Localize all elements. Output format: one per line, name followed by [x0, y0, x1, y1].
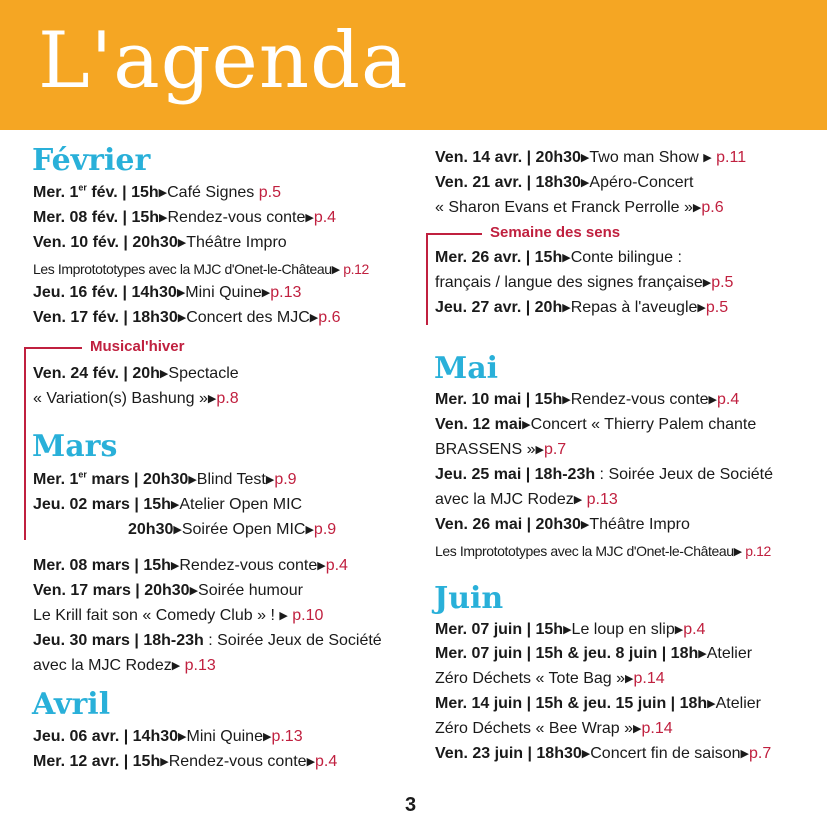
arrow-icon: ▶ [159, 212, 168, 224]
event-title: Rendez-vous conte [167, 209, 306, 226]
event-item [435, 620, 705, 640]
arrow-icon: ▶ [581, 748, 591, 760]
event-date: Mer. 12 avr. | 15h [33, 753, 161, 770]
arrow-icon: ▶ [625, 673, 634, 685]
event-date: mars | 20h30 [86, 471, 189, 488]
arrow-icon: ▶ [305, 524, 314, 536]
page-ref[interactable]: p.14 [641, 720, 673, 737]
event-title: Rendez-vous conte [179, 557, 318, 574]
arrow-icon: ▶ [562, 252, 571, 264]
page-number: 3 [405, 794, 417, 816]
month-heading-avril: Avril [32, 687, 111, 722]
arrow-icon: ▶ [535, 444, 544, 456]
event-date: Jeu. 02 mars | 15h [33, 496, 171, 513]
arrow-icon: ▶ [698, 648, 707, 660]
event-item [33, 495, 302, 515]
event-item [435, 248, 682, 268]
arrow-icon: ▶ [331, 264, 340, 276]
event-date: Mer. 07 juin | 15h [435, 621, 564, 638]
event-item [435, 490, 618, 510]
arrow-icon: ▶ [305, 212, 314, 224]
arrow-icon: ▶ [633, 723, 642, 735]
page-ref[interactable]: p.10 [292, 607, 324, 624]
event-item [435, 198, 724, 218]
page-ref[interactable]: p.9 [274, 471, 297, 488]
event-item [33, 183, 281, 203]
event-subtitle: Zéro Déchets « Bee Wrap » [435, 720, 634, 737]
page-ref[interactable]: p.13 [586, 491, 618, 508]
arrow-icon: ▶ [170, 560, 180, 572]
arrow-icon: ▶ [580, 177, 590, 189]
event-subtitle: avec la MJC Rodez [435, 491, 574, 508]
event-date: Ven. 24 fév. | 20h [33, 365, 160, 382]
event-date: Ven. 17 fév. | 18h30 [33, 309, 178, 326]
page-ref[interactable]: p.12 [745, 543, 771, 559]
page-ref[interactable]: p.5 [258, 184, 281, 201]
page-ref[interactable]: p.13 [271, 728, 303, 745]
page-ref[interactable]: p.7 [749, 745, 772, 762]
event-item [435, 390, 739, 410]
arrow-icon: ▶ [178, 731, 187, 743]
arrow-icon: ▶ [171, 660, 181, 672]
event-item [435, 173, 693, 193]
event-item [435, 415, 756, 435]
event-title: Concert des MJC [186, 309, 310, 326]
arrow-icon: ▶ [580, 519, 590, 531]
arrow-icon: ▶ [309, 312, 319, 324]
page-ref[interactable]: p.13 [270, 284, 302, 301]
bracket-line [24, 347, 26, 540]
arrow-icon: ▶ [703, 152, 712, 164]
arrow-icon: ▶ [733, 546, 742, 558]
event-item [435, 644, 752, 664]
page-ref[interactable]: p.6 [701, 199, 724, 216]
event-date: Mer. 08 fév. | 15h [33, 209, 160, 226]
arrow-icon: ▶ [562, 302, 571, 314]
event-item [435, 719, 673, 739]
event-date: Jeu. 16 fév. | 14h30 [33, 284, 177, 301]
event-subtitle: « Variation(s) Bashung » [33, 390, 208, 407]
event-subtitle: « Sharon Evans et Franck Perrolle » [435, 199, 693, 216]
event-item [33, 259, 369, 280]
page-ref[interactable]: p.4 [313, 209, 337, 226]
arrow-icon: ▶ [262, 731, 272, 743]
event-title: Théâtre Impro [589, 516, 690, 533]
event-item [435, 744, 771, 764]
arrow-icon: ▶ [708, 394, 718, 406]
page-ref[interactable]: p.8 [216, 390, 239, 407]
event-title: Spectacle [168, 365, 239, 382]
event-item [33, 631, 382, 651]
event-item [435, 440, 566, 460]
arrow-icon: ▶ [306, 756, 316, 768]
event-title: Rendez-vous conte [570, 391, 709, 408]
event-item [33, 283, 301, 303]
arrow-icon: ▶ [158, 187, 168, 199]
event-title: Soirée humour [198, 582, 303, 599]
arrow-icon: ▶ [522, 419, 531, 431]
event-date: Ven. 23 juin | 18h30 [435, 745, 582, 762]
event-date: Mer. 26 avr. | 15h [435, 249, 563, 266]
event-title: Atelier Open MIC [179, 496, 303, 513]
event-date: Ven. 26 mai | 20h30 [435, 516, 581, 533]
event-title: Atelier [715, 695, 761, 712]
event-date: Ven. 14 avr. | 20h30 [435, 149, 581, 166]
event-date-sup: er [78, 469, 87, 480]
bracket-label-semaine-des-sens: Semaine des sens [490, 224, 621, 241]
event-item [33, 656, 216, 676]
event-item [435, 298, 728, 318]
event-date: Jeu. 25 mai | 18h-23h [435, 466, 596, 483]
event-subtitle: BRASSENS » [435, 441, 536, 458]
page-ref[interactable]: p.5 [711, 274, 734, 291]
event-item [435, 273, 733, 293]
month-heading-mai: Mai [434, 351, 499, 386]
event-item [33, 308, 341, 328]
event-title: Concert « Thierry Palem chante [530, 416, 757, 433]
event-item [33, 581, 303, 601]
event-item [435, 148, 746, 168]
event-title: Mini Quine [185, 284, 262, 301]
event-item [435, 541, 771, 562]
event-item [435, 515, 690, 535]
bracket-line [426, 233, 428, 325]
bracket-label-musicalhiver: Musical'hiver [90, 338, 185, 355]
event-subtitle: avec la MJC Rodez [33, 657, 172, 674]
arrow-icon: ▶ [563, 624, 572, 636]
event-item [33, 606, 323, 626]
event-date: Mer. 1 [33, 184, 79, 201]
event-date: Mer. 08 mars | 15h [33, 557, 171, 574]
arrow-icon: ▶ [674, 624, 684, 636]
arrow-icon: ▶ [702, 277, 712, 289]
event-item [33, 233, 287, 253]
event-date: Ven. 21 avr. | 18h30 [435, 174, 581, 191]
event-item [33, 389, 239, 409]
event-subtitle: Le Krill fait son « Comedy Club » ! [33, 607, 280, 624]
event-date: Mer. 1 [33, 471, 79, 488]
arrow-icon: ▶ [177, 312, 187, 324]
event-date: Jeu. 06 avr. | 14h30 [33, 728, 179, 745]
arrow-icon: ▶ [173, 524, 182, 536]
page-ref[interactable]: p.4 [315, 753, 338, 770]
event-item [33, 470, 297, 490]
event-title: Concert fin de saison [590, 745, 741, 762]
event-item [435, 694, 761, 714]
event-date: Mer. 07 juin | 15h & jeu. 8 juin | 18h [435, 645, 699, 662]
page-ref[interactable]: p.13 [184, 657, 216, 674]
arrow-icon: ▶ [573, 494, 583, 506]
page-ref[interactable]: p.4 [325, 557, 348, 574]
arrow-icon: ▶ [265, 474, 275, 486]
event-date: Jeu. 27 avr. | 20h [435, 299, 563, 316]
event-date: Ven. 17 mars | 20h30 [33, 582, 190, 599]
event-subtitle: Zéro Déchets « Tote Bag » [435, 670, 626, 687]
event-title: Conte bilingue : [570, 249, 682, 266]
arrow-icon: ▶ [580, 152, 590, 164]
page-ref[interactable]: p.6 [318, 309, 341, 326]
arrow-icon: ▶ [562, 394, 571, 406]
page-ref[interactable]: p.5 [705, 299, 729, 316]
event-title: Le loup en slip [571, 621, 675, 638]
page-ref[interactable]: p.7 [543, 441, 567, 458]
arrow-icon: ▶ [707, 698, 716, 710]
event-title: Repas à l'aveugle [570, 299, 698, 316]
bracket-line [426, 233, 482, 235]
event-subtitle: Les Improtototypes avec la MJC d'Onet-le-Château [435, 543, 734, 559]
arrow-icon: ▶ [176, 287, 186, 299]
arrow-icon: ▶ [740, 748, 750, 760]
event-title: Café Signes [167, 184, 259, 201]
month-heading-mars: Mars [32, 429, 118, 464]
arrow-icon: ▶ [160, 756, 169, 768]
month-heading-fevrier: Février [32, 143, 151, 178]
event-subtitle: français / langue des signes française [435, 274, 703, 291]
arrow-icon: ▶ [188, 474, 197, 486]
event-date: fév. | 15h [86, 184, 159, 201]
event-title: Soirée Open MIC [181, 521, 306, 538]
event-item [33, 752, 337, 772]
page-title: L'agenda [38, 16, 409, 106]
event-title: Apéro-Concert [589, 174, 694, 191]
event-date: Mer. 14 juin | 15h & jeu. 15 juin | 18h [435, 695, 708, 712]
event-title: Théâtre Impro [186, 234, 287, 251]
event-item [435, 465, 773, 485]
event-item [33, 364, 239, 384]
event-date-sup: er [78, 182, 87, 193]
event-item [435, 669, 665, 689]
arrow-icon: ▶ [207, 393, 217, 405]
event-date: Mer. 10 mai | 15h [435, 391, 563, 408]
event-date: Ven. 12 mai [435, 416, 523, 433]
event-title: Rendez-vous conte [168, 753, 307, 770]
bracket-line [24, 347, 82, 349]
page-ref[interactable]: p.9 [313, 521, 337, 538]
event-title: Blind Test [196, 471, 266, 488]
event-title: Two man Show [589, 149, 704, 166]
event-date: 20h30 [128, 521, 174, 538]
page-ref[interactable]: p.4 [717, 391, 740, 408]
arrow-icon: ▶ [692, 202, 702, 214]
arrow-icon: ▶ [261, 287, 271, 299]
arrow-icon: ▶ [177, 237, 187, 249]
event-title: Atelier [706, 645, 753, 662]
arrow-icon: ▶ [159, 368, 169, 380]
event-item [33, 208, 336, 228]
event-date: Ven. 10 fév. | 20h30 [33, 234, 178, 251]
arrow-icon: ▶ [189, 585, 199, 597]
event-item [33, 556, 348, 576]
page-ref[interactable]: p.11 [716, 149, 747, 166]
month-heading-juin: Juin [434, 581, 504, 616]
event-title: : Soirée Jeux de Société [595, 466, 773, 483]
page-ref[interactable]: p.12 [343, 261, 369, 277]
event-item [33, 727, 303, 747]
arrow-icon: ▶ [317, 560, 326, 572]
event-title: Mini Quine [186, 728, 263, 745]
event-subtitle: Les Improtototypes avec la MJC d'Onet-le-Château [33, 261, 332, 277]
page-ref[interactable]: p.4 [683, 621, 706, 638]
arrow-icon: ▶ [697, 302, 706, 314]
event-date: Jeu. 30 mars | 18h-23h [33, 632, 204, 649]
event-title: : Soirée Jeux de Société [203, 632, 382, 649]
arrow-icon: ▶ [170, 499, 180, 511]
header-banner [0, 0, 827, 130]
event-item [128, 520, 336, 540]
arrow-icon: ▶ [279, 610, 288, 622]
page-ref[interactable]: p.14 [633, 670, 665, 687]
